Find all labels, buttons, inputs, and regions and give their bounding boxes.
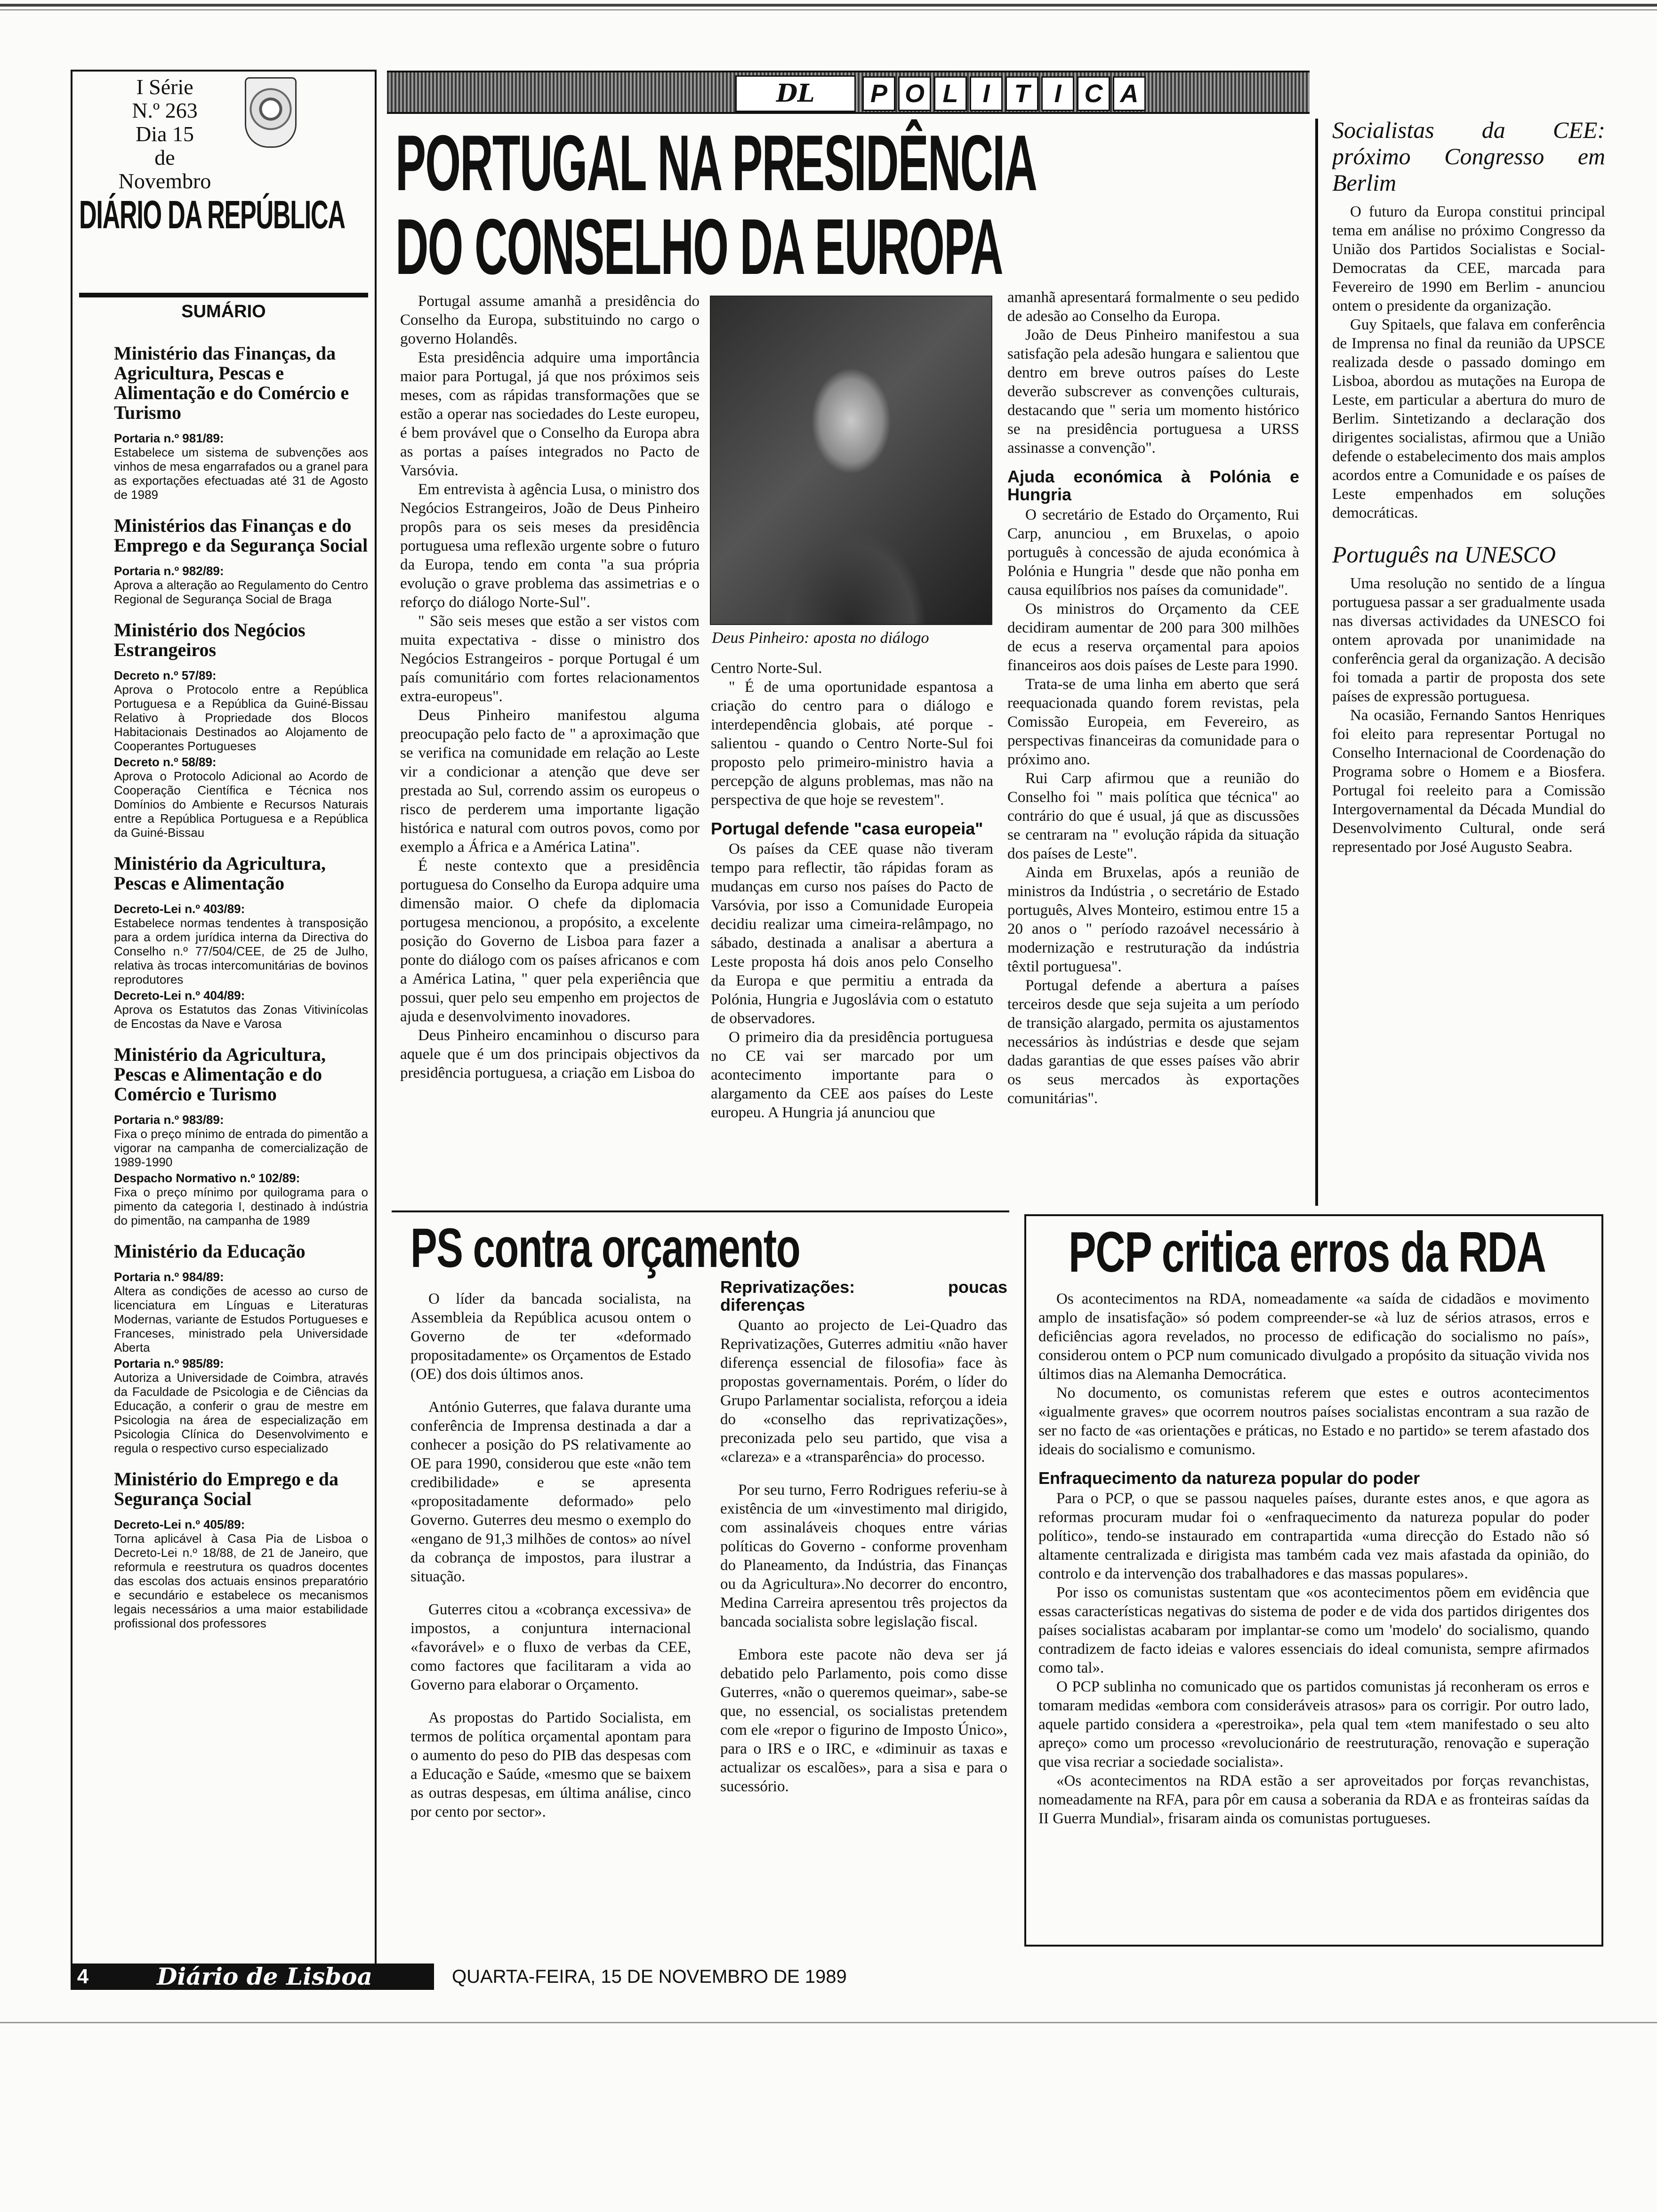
sidebar-decree: Decreto-Lei n.º 405/89: (114, 1517, 245, 1531)
main-article-column-1 (400, 292, 700, 1205)
pcp-article-body (1038, 1290, 1589, 1939)
sidebar-decree: Decreto-Lei n.º 404/89: (114, 988, 245, 1002)
sidebar-ministry: Ministério dos Negócios Estrangeiros (114, 619, 306, 660)
paragraph: Por isso os comunistas sustentam que «os acontecimentos põem em evidência que essas características negativas do sistema de poder e de vida dos partidos dirigentes dos países socialistas acabaram por implantar-se como um 'modelo' do socialismo, quando contradizem de facto ideias e valores essenciais do ideal comunista, sempre afirmados como tal». (1038, 1584, 1589, 1676)
sidebar-decree: Portaria n.º 985/89: (114, 1356, 224, 1370)
sidebar-ministry: Ministério das Finanças, da Agricultura, Pescas e Alimentação e do Comércio e Turismo (114, 343, 349, 423)
sidebar-decree: Portaria n.º 983/89: (114, 1113, 224, 1127)
sidebar-issue-info (80, 75, 249, 193)
paragraph: Em entrevista à agência Lusa, o ministro dos Negócios Estrangeiros, João de Deus Pinheiro propôs para os seis meses da presidência portuguesa uma reflexão urgente sobre o futuro da Europa, tendo em conta "a sua própria evolução o grave problema das assimetrias e o reforço do diálogo Norte-Sul". (400, 481, 700, 611)
sidebar-decree: Portaria n.º 984/89: (114, 1270, 224, 1284)
subheading: Reprivatizações: poucas diferenças (720, 1278, 1007, 1314)
paragraph: O primeiro dia da presidência portuguesa no CE vai ser marcado por um acontecimento importante para o alargamento da CEE aos países do Leste europeu. A Hungria já anunciou que (711, 1029, 993, 1121)
paragraph: Quanto ao projecto de Lei-Quadro das Reprivatizações, Guterres admitiu «não haver diferença essencial de filosofia» face às propostas governamentais. Porém, o líder do Grupo Parlamentar socialista, reforçou a ideia do «conselho das reprivatizações», preconizada pelo seu partido, que visa a «clareza» e a «transparência» do processo. (720, 1317, 1007, 1466)
subheading: Portugal defende "casa europeia" (711, 819, 983, 838)
sidebar-title: DIÁRIO DA REPÚBLICA (79, 192, 345, 237)
footer-date: QUARTA-FEIRA, 15 DE NOVEMBRO DE 1989 (452, 1966, 847, 1987)
paragraph: Guy Spitaels, que falava em conferência de Imprensa no final da reunião da UPSCE realizada desde o passado domingo em Lisboa, abordou as mutações na Europa de Leste, em particular a abertura do muro de Berlim. Sintetizando a declaração dos dirigentes socialistas, afirmou que a União defende o estabelecimento dos mais amplos acordos entre a Comunidade e os países de Leste empenhados em soluções democráticas. (1332, 316, 1605, 521)
sidebar-decree-text: Aprova o Protocolo entre a República Portuguesa e a República da Guiné-Bissau Relativo à Propriedade dos Blocos Habitacionais Destinados ao Alojamento de Cooperantes Portugueses (114, 682, 368, 753)
subheading: Enfraquecimento da natureza popular do poder (1038, 1468, 1420, 1488)
paragraph: No documento, os comunistas referem que estes e outros acontecimentos «igualmente graves» que ocorrem noutros países socialistas encontram a sua razão de ser no facto de «as orientações e práticas, no Estado e no partido» se terem afastado dos ideais do socialismo e comunismo. (1038, 1385, 1589, 1458)
section-letter: T (1005, 76, 1038, 111)
sidebar-ministry: Ministérios das Finanças e do Emprego e da Segurança Social (114, 515, 368, 556)
paragraph: Uma resolução no sentido de a língua portuguesa passar a ser gradualmente usada nas diversas actividades da UNESCO foi ontem aprovada por unanimidade na conferência geral da organização. A decisão foi tomada a partir de proposta dos sete países de expressão portuguesa. (1332, 575, 1605, 705)
sidebar-de: de (154, 145, 175, 169)
paragraph: João de Deus Pinheiro manifestou a sua satisfação pela adesão hungara e salientou que dentro em breve outros países do Leste deverão subscrever as convenções culturais, destacando que " seria um momento histórico se na presidência portuguesa a URSS assinasse a convenção". (1007, 327, 1299, 457)
section-letter: P (862, 76, 895, 111)
paragraph: O futuro da Europa constitui principal tema em análise no próximo Congresso da União dos Partidos Socialistas e Social-Democratas da CEE, marcada para Fevereiro de 1990 em Berlim - anunciou ontem o presidente da organização. (1332, 203, 1605, 314)
paragraph: Portugal defende a abertura a países terceiros desde que seja sujeita a um período de transição alargado, permita os ajustamentos necessários às indústrias e desde que sejam dadas garantias de que esses países vão abrir os seus mercados às exportações comunitárias". (1007, 977, 1299, 1107)
sidebar-ministry: Ministério da Agricultura, Pescas e Alimentação e do Comércio e Turismo (114, 1044, 326, 1105)
paragraph: Rui Carp afirmou que a reunião do Conselho foi " mais política que técnica" ao contrário do que é usual, já que as discussões se centraram na " evolução rápida da situação dos países de Leste". (1007, 770, 1299, 862)
paragraph: " São seis meses que estão a ser vistos com muita expectativa - disse o ministro dos Negócios Estrangeiros - porque Portugal é um país comunitário com fortes relacionamentos extra-europeus". (400, 613, 700, 705)
sidebar-month: Novembro (118, 169, 211, 193)
section-letter: I (970, 76, 1003, 111)
paragraph: António Guterres, que falava durante uma conferência de Imprensa destinada a dar a conhecer a posição do PS relativamente ao OE para 1990, considerou que este «não tem credibilidade» e se apresenta «propositadamente deformado» pelo Governo. Guterres deu mesmo o exemplo do «engano de 91,3 milhões de contos» ao nível da cobrança de impostos, para ilustrar a situação. (410, 1399, 691, 1585)
section-letter: O (898, 76, 931, 111)
paragraph: Deus Pinheiro manifestou alguma preocupação pelo facto de " a aproximação que se verifica na comunidade em relação ao Leste vir a condicionar a atenção que deve ser prestada ao Sul, correndo assim os europeus o risco de perderem uma importante ligação histórica e natural com outros povos, como por exemplo a África e a América Latina". (400, 707, 700, 856)
right-column-rule (1315, 119, 1318, 1206)
paragraph: Esta presidência adquire uma importância maior para Portugal, já que nos próximos seis meses, com as rápidas transformações que se estão a operar nas sociedades do Leste europeu, é bem provável que o Conselho da Europa abra as portas a países integrados no Pacto de Varsóvia. (400, 349, 700, 479)
paragraph: Para o PCP, o que se passou naqueles países, durante estes anos, e que agora as reformas procuram mudar foi o «enfraquecimento da natureza popular do poder político», tendo-se instaurado em contrapartida «uma direcção do Estado não só altamente centralizada e dirigista mas também cada vez mais afastada da opinião, do controlo e da intervenção dos trabalhadores e das massas populares». (1038, 1490, 1589, 1582)
sidebar-decree: Despacho Normativo n.º 102/89: (114, 1171, 300, 1185)
paragraph: O PCP sublinha no comunicado que os partidos comunistas já reconheram os erros e tomaram medidas «embora com consideráveis atrasos» para os corrigir. Por outro lado, aquele partido considera a «perestroika», pela qual tem «tem manifestado o seu alto apreço» como um processo «revolucionário de reestruturação, renovação e superação que visa recriar a sociedade socialista». (1038, 1678, 1589, 1771)
sidebar-decree-text: Aprova o Protocolo Adicional ao Acordo de Cooperação Científica e Técnica nos Domínios do Ambiente e Recursos Naturais entre a República Portuguesa e a República da Guiné-Bissau (114, 769, 368, 840)
paragraph: As propostas do Partido Socialista, em termos de política orçamental apontam para o aumento do peso do PIB das despesas com a Educação e Saúde, «mesmo que se baixem as outras despesas, em última análise, cinco por cento por sector». (410, 1709, 691, 1820)
sidebar-decree: Portaria n.º 982/89: (114, 564, 224, 578)
sidebar-sumario: SUMÁRIO (181, 302, 266, 321)
sidebar-summary-list (114, 329, 368, 1632)
paragraph: Os ministros do Orçamento da CEE decidiram aumentar de 200 para 300 milhões de ecus a reserva orçamental para apoios financeiros aos dois países de Leste para 1990. (1007, 601, 1299, 674)
bottom-rule (0, 2022, 1657, 2023)
footer-masthead: Diário de Lisboa (95, 1964, 434, 1990)
coat-of-arms-icon (245, 77, 297, 148)
sidebar-series: I Série (136, 75, 193, 99)
sidebar-title-rule (79, 293, 368, 297)
sidebar-decree-text: Autoriza a Universidade de Coimbra, através da Faculdade de Psicologia e de Ciências da Educação, a conferir o grau de mestre em Psicologia na área de especialização em Psicologia Clínica do Desenvolvimento e regula o respectivo curso especializado (114, 1370, 368, 1455)
ps-headline: PS contra orçamento (410, 1217, 800, 1279)
sidebar-decree: Decreto-Lei n.º 403/89: (114, 902, 245, 916)
subheading: Ajuda económica à Polónia e Hungria (1007, 467, 1299, 504)
section-letter: I (1041, 76, 1074, 111)
brief-headline: Português na UNESCO (1332, 541, 1556, 568)
sidebar-decree-text: Fixa o preço mínimo de entrada do pimentão a vigorar na campanha de comercialização de 1989-1990 (114, 1127, 368, 1169)
ps-article-column-1 (410, 1290, 691, 1953)
top-rule-thin (0, 9, 1657, 10)
section-letter: A (1113, 76, 1146, 111)
sidebar-decree-text: Fixa o preço mínimo por quilograma para o pimento da categoria I, destinado à indústria do pimentão, na campanha de 1989 (114, 1185, 368, 1227)
sidebar-decree-text: Estabelece normas tendentes à transposição para a ordem jurídica interna da Directiva do Conselho n.º 77/504/CEE, de 25 de Julho, relativa às trocas intercomunitárias de bovinos reprodutores (114, 916, 368, 986)
photo-deus-pinheiro (710, 296, 992, 625)
paragraph: O líder da bancada socialista, na Assembleia da República acusou ontem o Governo de ter «deformado propositadamente» os Orçamentos de Estado (OE) dos dois últimos anos. (410, 1290, 691, 1383)
dl-logo: DL (735, 75, 856, 112)
right-column-briefs (1332, 117, 1605, 1209)
sidebar-decree-text: Aprova a alteração ao Regulamento do Centro Regional de Segurança Social de Braga (114, 578, 368, 606)
sidebar-decree: Decreto n.º 58/89: (114, 755, 217, 769)
paragraph: Os acontecimentos na RDA, nomeadamente «a saída de cidadãos e movimento amplo de insatisfação» só podem compreender-se «à luz de sérios atrasos, erros e deficiências agora revelados, no processo de edificação do socialismo no país», considerou ontem o PCP num comunicado divulgado a propósito da situação vivida nos últimos dias na Alemanha Democrática. (1038, 1290, 1589, 1383)
ps-top-rule (392, 1210, 1009, 1212)
section-name-boxes (862, 76, 1146, 111)
sidebar-decree: Decreto n.º 57/89: (114, 668, 217, 682)
paragraph: Deus Pinheiro encaminhou o discurso para aquele que é um dos principais objectivos da presidência portuguesa, a criação em Lisboa do (400, 1027, 700, 1082)
paragraph: Portugal assume amanhã a presidência do Conselho da Europa, substituindo no cargo o governo Holandês. (400, 293, 700, 347)
section-letter: C (1077, 76, 1110, 111)
paragraph: «Os acontecimentos na RDA estão a ser aproveitados por forças revanchistas, nomeadamente na RFA, para pôr em causa a soberania da RDA e as fronteiras saídas da II Guerra Mundial», frisaram ainda os comunistas portugueses. (1038, 1772, 1589, 1827)
sidebar-number: N.º 263 (132, 98, 198, 122)
paragraph: É neste contexto que a presidência portuguesa do Conselho da Europa adquire uma dimensão maior. O chefe da diplomacia portugesa mencionou, a propósito, a excelente posição do Governo de Lisboa para fazer a ponte do diálogo com os países africanos e com a América Latina, " quer pela experiência que possui, quer pelo seu empenho em projectos de ajuda e desenvolvimento inovadores. (400, 858, 700, 1025)
paragraph: O secretário de Estado do Orçamento, Rui Carp, anunciou , em Bruxelas, o apoio português à concessão de ajuda económica à Polónia e Hungria " desde que não ponha em causa equilíbrios nos países da comunidade". (1007, 506, 1299, 599)
paragraph: Ainda em Bruxelas, após a reunião de ministros da Indústria , o secretário de Estado português, Alves Monteiro, estimou entre 15 a 20 anos o " período razoável necessário à modernização e restruturação da indústria têxtil portuguesa". (1007, 864, 1299, 975)
paragraph: " É de uma oportunidade espantosa a criação do centro para o diálogo e interdependência globais, até porque - salientou - quando o Centro Norte-Sul foi proposto pelo primeiro-ministro havia a percepção de alguns problemas, mas não na perspectiva de que hoje se revestem". (711, 679, 993, 809)
sidebar-ministry: Ministério da Agricultura, Pescas e Alimentação (114, 853, 326, 894)
photo-caption: Deus Pinheiro: aposta no diálogo (712, 629, 929, 647)
section-banner (387, 71, 1310, 114)
paragraph: amanhã apresentará formalmente o seu pedido de adesão ao Conselho da Europa. (1007, 289, 1299, 325)
brief-headline: Socialistas da CEE: próximo Congresso em Berlim (1332, 117, 1605, 196)
paragraph: Na ocasião, Fernando Santos Henriques foi eleito para representar Portugal no Conselho Internacional de Coordenação do Programa sobre o Homem e a Biosfera. Portugal foi reeleito para a Comissão Intergovernamental da Década Mundial do Desenvolvimento Cultural, onde será representado por José Augusto Seabra. (1332, 707, 1605, 856)
sidebar-ministry: Ministério da Educação (114, 1241, 306, 1262)
sidebar-ministry: Ministério do Emprego e da Segurança Social (114, 1468, 339, 1509)
sidebar-decree-text: Altera as condições de acesso ao curso de licenciatura em Línguas e Literaturas Modernas, variante de Estudos Portugueses e Franceses, ministrado pela Universidade Aberta (114, 1284, 368, 1354)
sidebar-decree-text: Estabelece um sistema de subvenções aos vinhos de mesa engarrafados ou a granel para as exportações efectuadas até 31 de Agosto de 1989 (114, 445, 368, 502)
main-headline-line2: DO CONSELHO DA EUROPA (395, 202, 1003, 291)
ps-article-column-2 (720, 1278, 1007, 1953)
pcp-headline: PCP critica erros da RDA (1069, 1220, 1546, 1284)
paragraph: Embora este pacote não deva ser já debatido pelo Parlamento, pois como disse Guterres, «não o queremos queimar», sabe-se que, no essencial, os socialistas pretendem com ele «repor o figurino de Imposto Único», para o IRS e o IRC, e «diminuir as taxas e actualizar os escalões», para a sisa e para o sucessório. (720, 1646, 1007, 1795)
main-article-column-2 (711, 659, 993, 1205)
sidebar-day: Dia 15 (136, 122, 194, 146)
paragraph: Os países da CEE quase não tiveram tempo para reflectir, tão rápidas foram as mudanças em curso nos países do Pacto de Varsóvia, por isso a Comunidade Europeia decidiu realizar uma cimeira-relâmpago, no sábado, destinada a analisar a abertura a Leste proposta há dois anos pelo Conselho da Europa e que permitiu a entrada da Polónia, Hungria e Jugoslávia com o estatuto de observadores. (711, 841, 993, 1027)
paragraph: Centro Norte-Sul. (711, 660, 822, 677)
paragraph: Guterres citou a «cobrança excessiva» de impostos, a conjuntura internacional «favorável» e o fluxo de verbas da CEE, como factores que facilitaram a vida ao Governo para elaborar o Orçamento. (410, 1601, 691, 1693)
paragraph: Por seu turno, Ferro Rodrigues referiu-se à existência de um «investimento mal dirigido, com assinaláveis choques entre várias políticas do Governo - conforme provenham do Planeamento, da Indústria, das Finanças ou da Agricultura».No decorrer do encontro, Medina Carreira apresentou três projectos da bancada socialista sobre legislação fiscal. (720, 1482, 1007, 1630)
sidebar-decree-text: Aprova os Estatutos das Zonas Vitivinícolas de Encostas da Nave e Varosa (114, 1002, 368, 1031)
top-rule (0, 4, 1657, 7)
sidebar-decree: Portaria n.º 981/89: (114, 431, 224, 445)
main-headline-line1: PORTUGAL NA PRESIDÊNCIA (395, 119, 1037, 207)
section-letter: L (934, 76, 967, 111)
sidebar-decree-text: Torna aplicável à Casa Pia de Lisboa o Decreto-Lei n.º 18/88, de 21 de Janeiro, que reformula e reestrutura os quadros docentes das escolas dos actuais ensinos preparatório e secundário e estabelece os mecanismos legais necessários a uma maior estabilidade profissional dos professores (114, 1531, 368, 1630)
main-article-column-3 (1007, 288, 1299, 1201)
paragraph: Trata-se de uma linha em aberto que será reequacionada quando forem revistas, pela Comissão Europeia, em Fevereiro, as perspectivas financeiras da comunidade para o próximo ano. (1007, 676, 1299, 768)
page-number: 4 (71, 1964, 95, 1990)
